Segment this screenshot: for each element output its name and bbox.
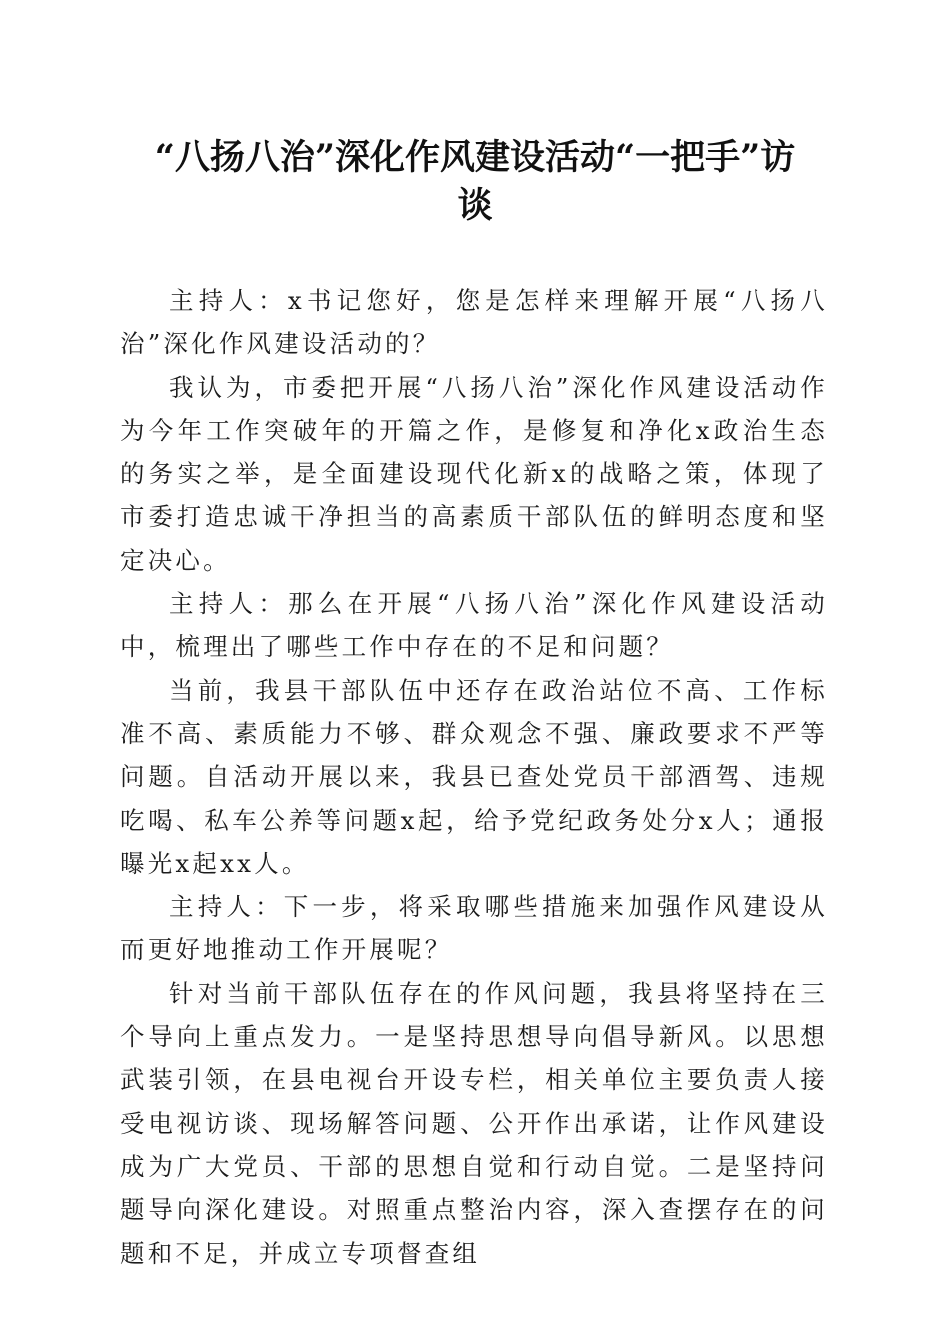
answer-2: 当前，我县干部队伍中还存在政治站位不高、工作标准不高、素质能力不够、群众观念不强、廉政要求不严等问题。自活动开展以来，我县已查处党员干部酒驾、违规吃喝、私车公养等问题x起，给予党纪政务处分x人；通报曝光x起xx人。	[120, 675, 828, 878]
host-question-1: 主持人：x书记您好，您是怎样来理解开展“八扬八治”深化作风建设活动的？	[120, 286, 828, 359]
host-question-3: 主持人：下一步，将采取哪些措施来加强作风建设从而更好地推动工作开展呢？	[120, 892, 828, 965]
title-line-1: “八扬八治”深化作风建设活动“一把手”访	[154, 137, 796, 178]
document-body	[120, 279, 828, 1275]
answer-1: 我认为，市委把开展“八扬八治”深化作风建设活动作为今年工作突破年的开篇之作，是修复和净化x政治生态的务实之举，是全面建设现代化新x的战略之策，体现了市委打造忠诚干净担当的高素质干部队伍的鲜明态度和坚定决心。	[120, 372, 828, 575]
title-line-2: 谈	[457, 185, 493, 226]
answer-3: 针对当前干部队伍存在的作风问题，我县将坚持在三个导向上重点发力。一是坚持思想导向倡导新风。以思想武装引领，在县电视台开设专栏，相关单位主要负责人接受电视访谈、现场解答问题、公开作出承诺，让作风建设成为广大党员、干部的思想自觉和行动自觉。二是坚持问题导向深化建设。对照重点整治内容，深入查摆存在的问题和不足，并成立专项督查组	[120, 978, 828, 1268]
document-title	[110, 134, 840, 230]
host-question-2: 主持人：那么在开展“八扬八治”深化作风建设活动中，梳理出了哪些工作中存在的不足和问题？	[120, 589, 828, 662]
